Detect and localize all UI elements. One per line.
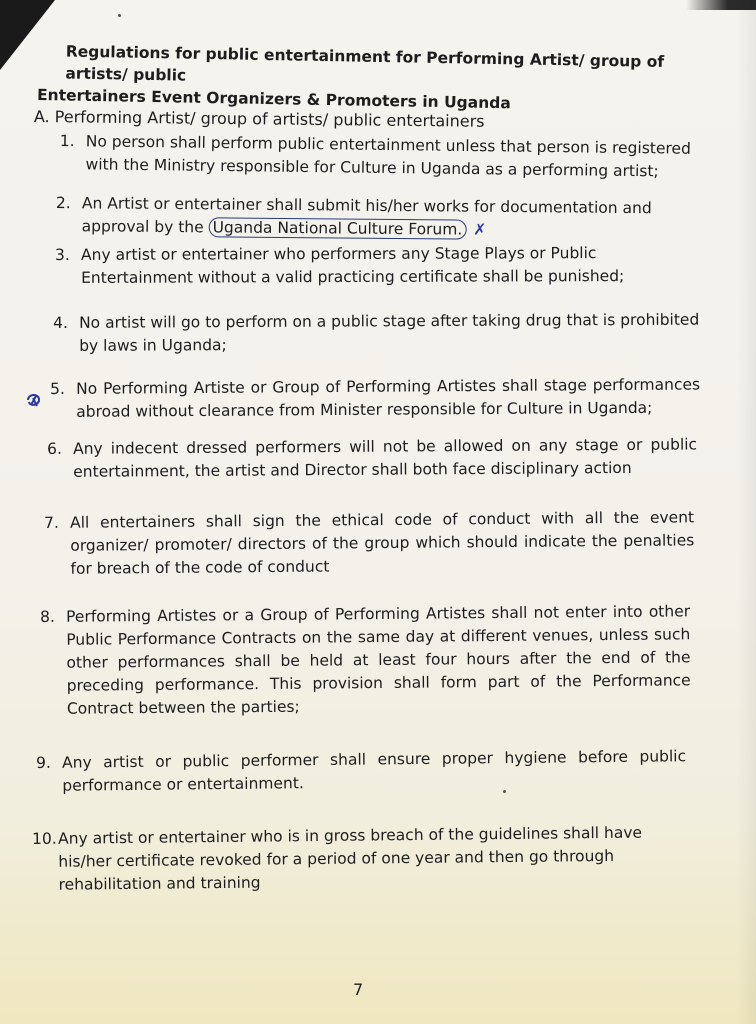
handwritten-mark: ✗ — [473, 220, 487, 239]
item-number: 10. — [32, 829, 57, 848]
list-item — [59, 130, 710, 184]
handwritten-margin-mark-icon — [24, 390, 44, 410]
item-text-wrapper — [82, 192, 706, 243]
list-item — [36, 745, 686, 798]
heading-line-2: Entertainers Event Organizers & Promoters in Uganda — [36, 85, 511, 113]
item-text: All entertainers shall sign the ethical code of conduct with all the event organizer/ promoter/ directors of the group which should indicate the penalties for breach of the code of conduct — [70, 508, 695, 578]
item-number: 7. — [44, 513, 59, 532]
item-number: 9. — [36, 753, 52, 772]
item-text: An Artist or entertainer shall submit his/her works for documentation and approval by the — [81, 194, 652, 237]
list-item — [32, 821, 683, 897]
list-item — [53, 309, 703, 358]
item-text: Any indecent dressed performers will not be allowed on any stage or public entertainment, the artist and Director shall both face disciplinary action — [73, 435, 698, 481]
section-title: A. Performing Artist/ group of artists/ public entertainers — [33, 106, 485, 131]
item-text: Any artist or entertainer who is in gross breach of the guidelines shall have his/her certificate revoked for a period of one year and then go through rehabilitation and training — [58, 823, 643, 894]
heading-line-1: Regulations for public entertainment for Performing Artist/ group of artists/ public — [65, 42, 665, 85]
item-number: 3. — [55, 245, 70, 264]
page-number: 7 — [353, 980, 364, 999]
item-number: 4. — [53, 313, 68, 332]
list-item — [50, 373, 700, 424]
item-number: 8. — [40, 607, 55, 626]
page-edge-shading — [736, 0, 756, 1024]
item-text: Any artist or entertainer who performers any Stage Plays or Public Entertainment without a valid practicing certificate shall be punished; — [81, 244, 625, 287]
list-item — [47, 433, 697, 484]
item-text: No artist will go to perform on a public stage after taking drug that is prohibited by laws in Uganda; — [79, 310, 700, 355]
speck — [503, 790, 506, 793]
speck — [118, 14, 121, 17]
item-text: No Performing Artiste or Group of Performing Artistes shall stage performances abroad without clearance from Minister responsible for Culture in Uganda; — [76, 375, 701, 421]
item-number: 5. — [50, 379, 65, 398]
item-number: 2. — [55, 193, 71, 213]
list-item — [40, 600, 691, 721]
item-text: No person shall perform public entertainment unless that person is registered with the Ministry responsible for Culture in Uganda as a performing artist; — [85, 132, 691, 181]
item-number: 1. — [59, 131, 75, 151]
list-item — [55, 242, 705, 290]
item-text: Any artist or public performer shall ensure proper hygiene before public performance or entertainment. — [62, 747, 687, 795]
item-number: 6. — [47, 439, 62, 458]
circled-organization-name: Uganda National Culture Forum. — [209, 217, 467, 239]
list-item — [44, 506, 695, 581]
item-text: Performing Artistes or a Group of Performing Artistes shall not enter into other Public Performance Contracts on the same day at different venues, unless such other performances shall be held at least four hours after the end of the preceding performance. This provision shall form part of the Performance Contract between the parties; — [66, 602, 691, 718]
list-item — [56, 192, 706, 244]
